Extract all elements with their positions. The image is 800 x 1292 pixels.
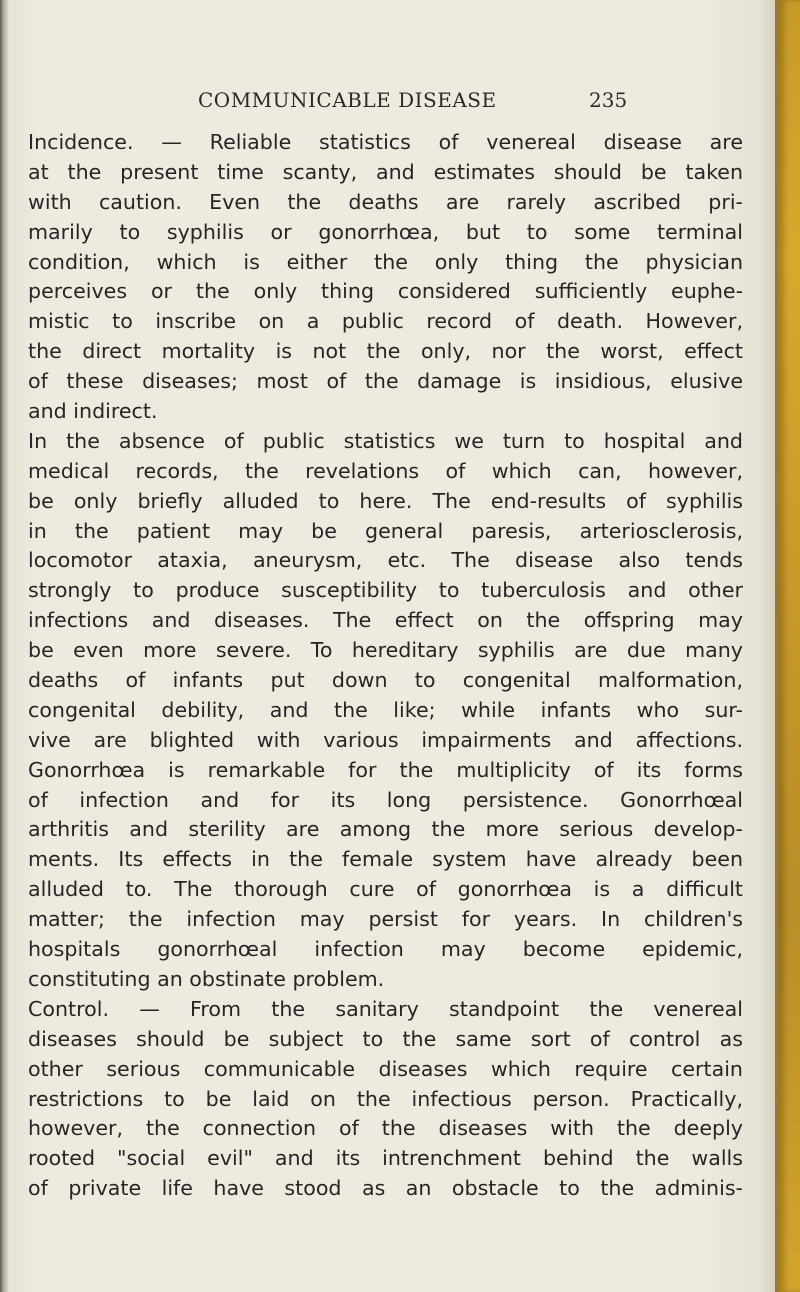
running-title: COMMUNICABLE DISEASE — [198, 88, 497, 112]
text-line: of infection and for its long persistence. Gonorrhœal — [28, 787, 743, 812]
text-line: be even more severe. To hereditary syphilis are due many — [28, 638, 743, 663]
text-line: perceives or the only thing considered sufficiently euphe- — [28, 279, 743, 304]
text-line: Control. — From the sanitary standpoint the venereal — [28, 996, 743, 1021]
text-line: constituting an obstinate problem. — [28, 966, 385, 991]
text-line: hospitals gonorrhœal infection may become epidemic, — [28, 937, 743, 962]
text-line: mistic to inscribe on a public record of death. However, — [28, 309, 743, 334]
text-line: other serious communicable diseases which require certain — [28, 1056, 743, 1081]
page-number: 235 — [589, 88, 628, 112]
text-line: Gonorrhœa is remarkable for the multiplicity of its forms — [28, 757, 743, 782]
running-head — [0, 88, 760, 118]
text-line: Incidence. — Reliable statistics of venereal disease are — [28, 130, 743, 154]
text-line: restrictions to be laid on the infectious person. Practically, — [28, 1086, 743, 1111]
text-line: diseases should be subject to the same sort of control as — [28, 1026, 743, 1051]
text-line: strongly to produce susceptibility to tuberculosis and other — [28, 578, 743, 603]
text-line: medical records, the revelations of which can, however, — [28, 458, 743, 483]
text-line: arthritis and sterility are among the more serious develop- — [28, 817, 743, 842]
text-line: locomotor ataxia, aneurysm, etc. The disease also tends — [28, 548, 743, 573]
text-line: matter; the infection may persist for years. In children's — [28, 907, 743, 932]
text-line: condition, which is either the only thing the physician — [28, 249, 743, 274]
text-line: deaths of infants put down to congenital malformation, — [28, 668, 743, 693]
text-line: In the absence of public statistics we turn to hospital and — [28, 428, 743, 453]
text-line: of private life have stood as an obstacle to the adminis- — [28, 1176, 743, 1201]
text-line: at the present time scanty, and estimates should be taken — [28, 159, 743, 184]
text-line: however, the connection of the diseases with the deeply — [28, 1116, 743, 1141]
body-text — [28, 128, 743, 1204]
book-cover-edge — [778, 0, 800, 1292]
text-line: vive are blighted with various impairments and affections. — [28, 727, 743, 752]
text-line: marily to syphilis or gonorrhœa, but to some terminal — [28, 219, 743, 244]
text-line: ments. Its effects in the female system have already been — [28, 847, 743, 872]
text-line: and indirect. — [28, 399, 158, 424]
text-line: be only briefly alluded to here. The end-results of syphilis — [28, 488, 743, 513]
text-line: with caution. Even the deaths are rarely ascribed pri- — [28, 189, 743, 214]
text-line: of these diseases; most of the damage is insidious, elusive — [28, 369, 743, 394]
text-line: in the patient may be general paresis, arteriosclerosis, — [28, 518, 743, 543]
text-line: the direct mortality is not the only, nor the worst, effect — [28, 339, 743, 364]
text-line: infections and diseases. The effect on the offspring may — [28, 608, 743, 633]
text-line: congenital debility, and the like; while infants who sur- — [28, 697, 743, 722]
page-binding-edge — [0, 0, 8, 1292]
text-line: rooted "social evil" and its intrenchment behind the walls — [28, 1146, 743, 1171]
text-line: alluded to. The thorough cure of gonorrhœa is a difficult — [28, 877, 743, 902]
